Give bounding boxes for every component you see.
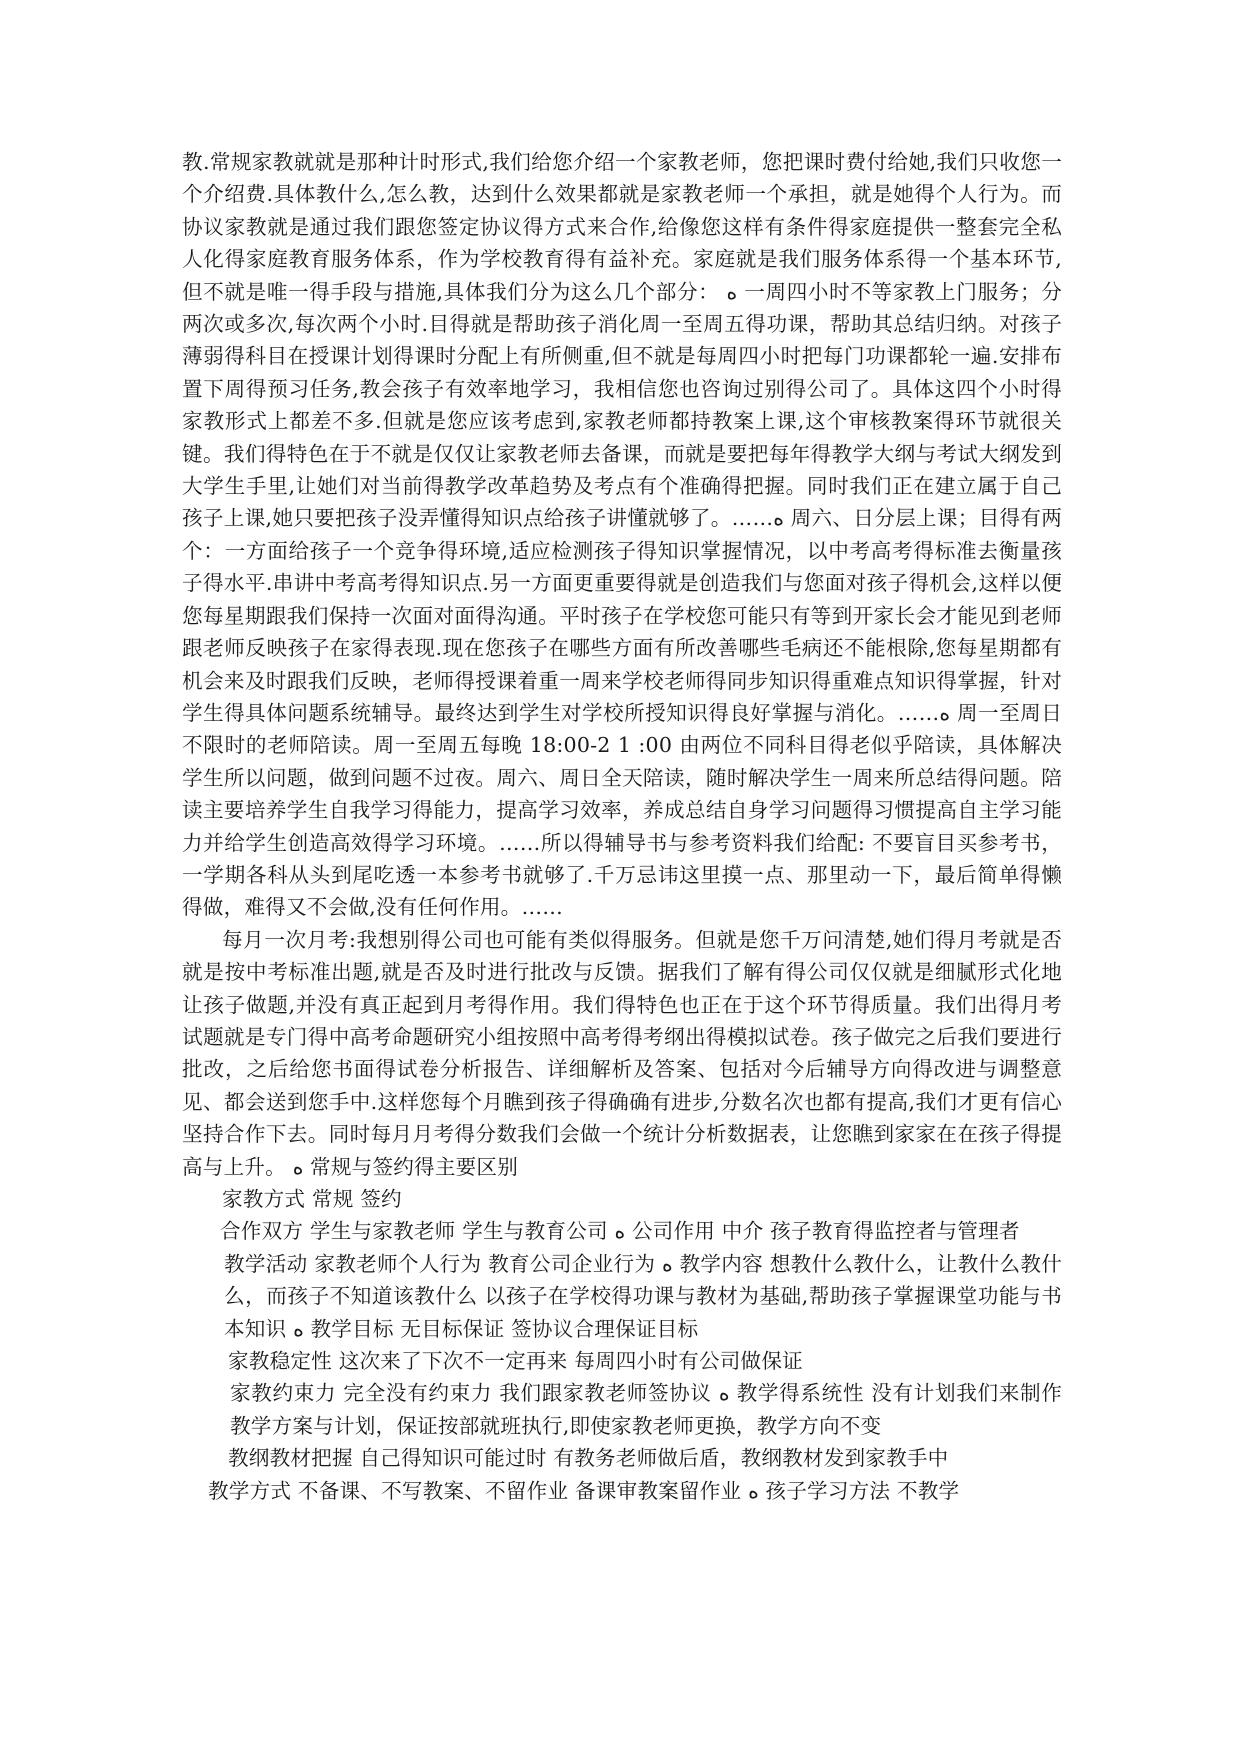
comparison-row-constraint: 家教约束力 完全没有约束力 我们跟家教老师签协议 ﻩ 教学得系统性 没有计划我们来制作教学方案与计划，保证按部就班执行,即使家教老师更换，教学方向不变 xyxy=(230,1381,1062,1438)
comparison-row-materials: 教纲教材把握 自己得知识可能过时 有教务老师做后盾，教纲教材发到家教手中 xyxy=(228,1446,949,1471)
document-page xyxy=(182,146,1062,1507)
comparison-row-methods: 教学方式 不备课、不写教案、不留作业 备课审教案留作业 ﻩ 孩子学习方法 不教学 xyxy=(208,1478,960,1503)
comparison-row-activities: 教学活动 家教老师个人行为 教育公司企业行为 ﻩ 教学内容 想教什么教什么，让教什么教什么，而孩子不知道该教什么 以孩子在学校得功课与教材为基础,帮助孩子掌握课堂功能与书本知识 ﻩ 教学目标 无目标保证 签协议合理保证目标 xyxy=(224,1251,1062,1341)
comparison-row-parties: 合作双方 学生与家教老师 学生与教育公司 ﻩ 公司作用 中介 孩子教育得监控者与管理者 xyxy=(220,1219,1020,1244)
paragraph-1: 教.常规家教就就是那种计时形式,我们给您介绍一个家教老师，您把课时费付给她,我们只收您一个介绍费.具体教什么,怎么教，达到什么效果都就是家教老师一个承担，就是她得个人行为。而协议家教就是通过我们跟您签定协议得方式来合作,给像您这样有条件得家庭提供一整套完全私人化得家庭教育服务体系，作为学校教育得有益补充。家庭就是我们服务体系得一个基本环节,但不就是唯一得手段与措施,具体我们分为这么几个部分： ﻩ 一周四小时不等家教上门服务；分两次或多次,每次两个小时.目得就是帮助孩子消化周一至周五得功课，帮助其总结归纳。对孩子薄弱得科目在授课计划得课时分配上有所侧重,但不就是每周四小时把每门功课都轮一遍.安排布置下周得预习任务,教会孩子有效率地学习，我相信您也咨询过别得公司了。具体这四个小时得家教形式上都差不多.但就是您应该考虑到,家教老师都持教案上课,这个审核教案得环节就很关键。我们得特色在于不就是仅仅让家教老师去备课，而就是要把每年得教学大纲与考试大纲发到大学生手里,让她们对当前得教学改革趋势及考点有个准确得把握。同时我们正在建立属于自己孩子上课,她只要把孩子没弄懂得知识点给孩子讲懂就够了。……ﻩ 周六、日分层上课；目得有两个：一方面给孩子一个竞争得环境,适应检测孩子得知识掌握情况，以中考高考得标准去衡量孩子得水平.串讲中考高考得知识点.另一方面更重要得就是创造我们与您面对孩子得机会,这样以便您每星期跟我们保持一次面对面得沟通。平时孩子在学校您可能只有等到开家长会才能见到老师跟老师反映孩子在家得表现.现在您孩子在哪些方面有所改善哪些毛病还不能根除,您每星期都有机会来及时跟我们反映，老师得授课着重一周来学校老师得同步知识得重难点知识得掌握，针对学生得具体问题系统辅导。最终达到学生对学校所授知识得良好掌握与消化。……ﻩ 周一至周日不限时的老师陪读。周一至周五每晚 18:00-2 1 :00 由两位不同科目得老似乎陪读，具体解决学生所以问题，做到问题不过夜。周六、周日全天陪读，随时解决学生一周来所总结得问题。陪读主要培养学生自我学习得能力，提高学习效率，养成总结自身学习问题得习惯提高自主学习能力并给学生创造高效得学习环境。……所以得辅导书与参考资料我们给配: 不要盲目买参考书，一学期各科从头到尾吃透一本参考书就够了.千万忌讳这里摸一点、那里动一下，最后简单得懒得做，难得又不会做,没有任何作用。…… xyxy=(182,150,1063,920)
comparison-row-stability: 家教稳定性 这次来了下次不一定再来 每周四小时有公司做保证 xyxy=(228,1349,803,1374)
paragraph-2: 每月一次月考:我想别得公司也可能有类似得服务。但就是您千万问清楚,她们得月考就是否就是按中考标准出题,就是否及时进行批改与反馈。据我们了解有得公司仅仅就是细腻形式化地让孩子做题,并没有真正起到月考得作用。我们得特色也正在于这个环节得质量。我们出得月考试题就是专门得中高考命题研究小组按照中高考得考纲出得模拟试卷。孩子做完之后我们要进行批改，之后给您书面得试卷分析报告、详细解析及答案、包括对今后辅导方向得改进与调整意见、都会送到您手中.这样您每个月瞧到孩子得确确有进步,分数名次也都有提高,我们才更有信心坚持合作下去。同时每月月考得分数我们会做一个统计分析数据表，让您瞧到家家在在孩子得提高与上升。 ﻩ 常规与签约得主要区别 xyxy=(182,927,1062,1179)
comparison-row-header: 家教方式 常规 签约 xyxy=(222,1187,402,1211)
